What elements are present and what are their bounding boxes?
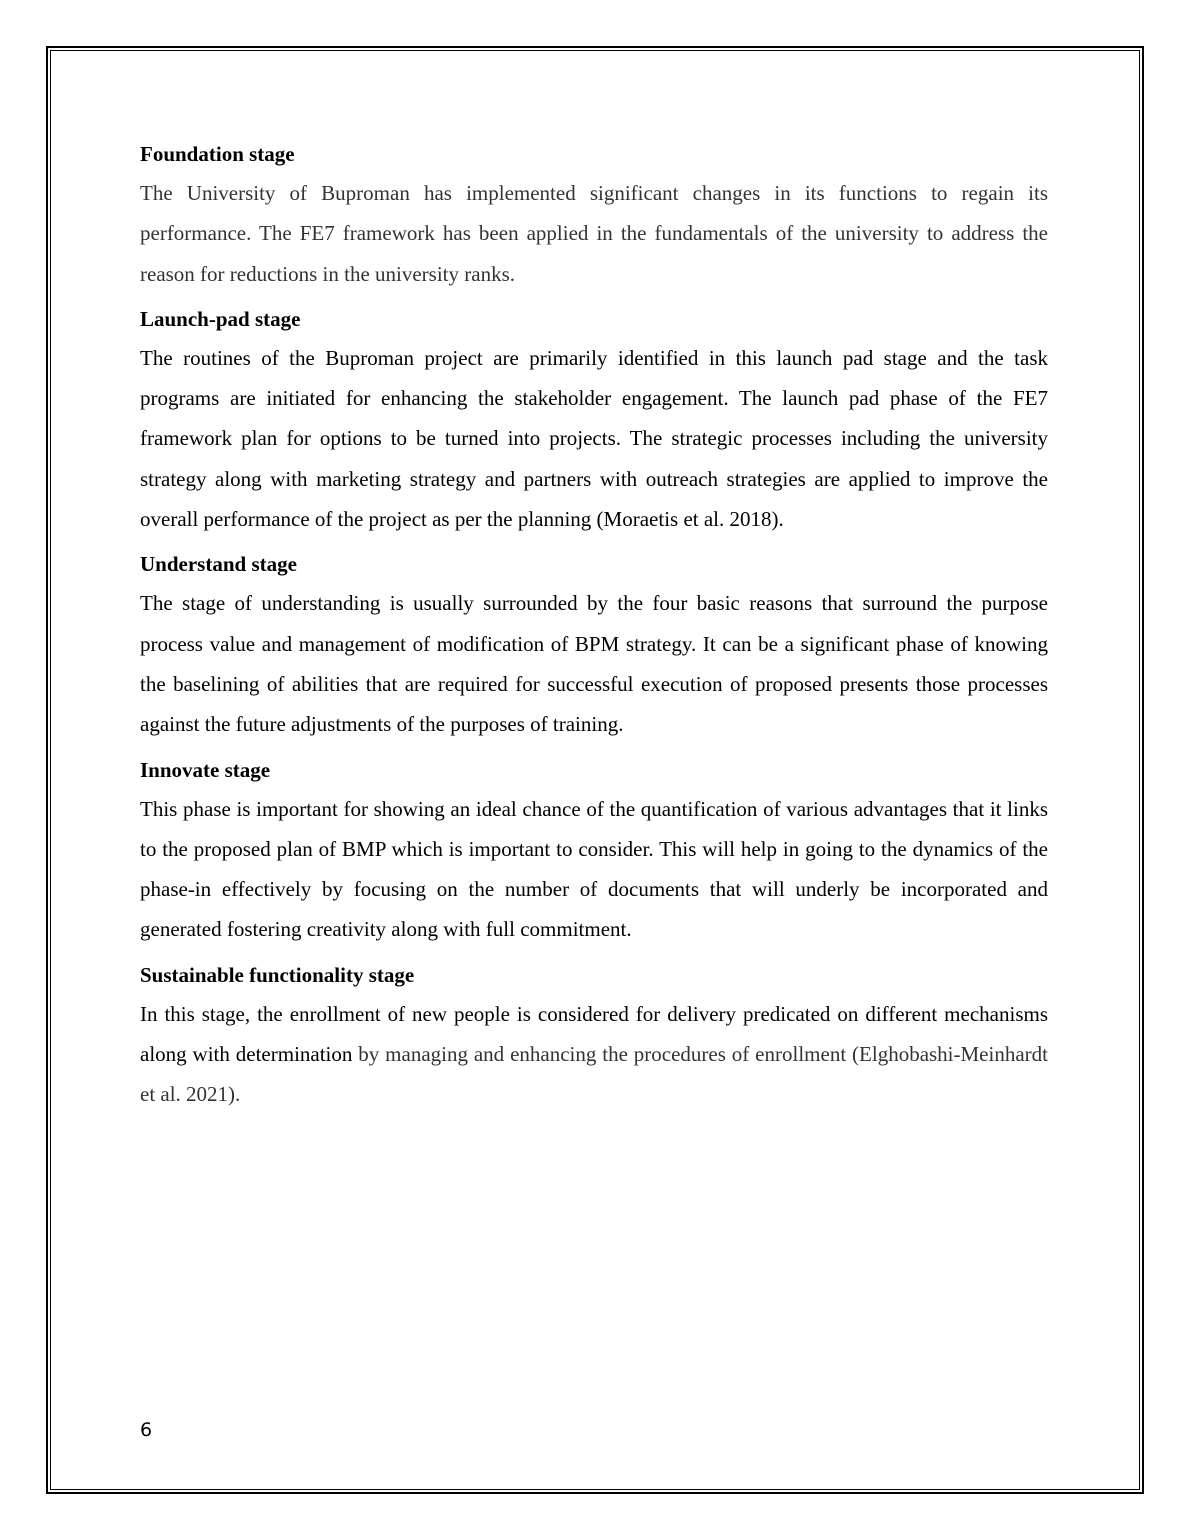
section-launch-pad-stage (140, 304, 1048, 539)
section-paragraph: The routines of the Buproman project are primarily identified in this launch pad stage and the task programs are initiated for enhancing the stakeholder engagement. The launch pad phase of the FE7 framework plan for options to be turned into projects. The strategic processes including the university strategy along with marketing strategy and partners with outreach strategies are applied to improve the overall performance of the project as per the planning (Moraetis et al. 2018). (140, 345, 1048, 532)
paragraph-text-primary: In this stage, the enrollment of new people is considered for delivery predicated on different mechanisms along with determination (140, 1001, 1048, 1067)
section-sustainable-functionality-stage (140, 960, 1048, 1115)
section-understand-stage (140, 549, 1048, 744)
section-heading: Innovate stage (140, 757, 271, 782)
section-heading: Understand stage (140, 552, 297, 577)
section-paragraph: The stage of understanding is usually surrounded by the four basic reasons that surround the purpose process value and management of modification of BPM strategy. It can be a significant phase of knowing the baselining of abilities that are required for successful execution of proposed presents those processes against the future adjustments of the purposes of training. (140, 591, 1048, 737)
section-paragraph: This phase is important for showing an ideal chance of the quantification of various advantages that it links to the proposed plan of BMP which is important to consider. This will help in going to the dynamics of the phase-in effectively by focusing on the number of documents that will underly be incorporated and generated fostering creativity along with full commitment. (140, 796, 1048, 942)
section-heading: Sustainable functionality stage (140, 962, 415, 987)
section-paragraph (140, 994, 1048, 1115)
document-body (140, 139, 1048, 1125)
section-foundation-stage (140, 139, 1048, 294)
paragraph-text-muted: by managing and enhancing the procedures of enrollment (Elghobashi-Meinhardt et al. 2021). (140, 1042, 1048, 1107)
section-innovate-stage (140, 755, 1048, 950)
section-heading: Launch-pad stage (140, 306, 301, 331)
page-number: 6 (140, 1419, 153, 1441)
section-heading: Foundation stage (140, 142, 295, 166)
section-paragraph: The University of Buproman has implemented significant changes in its functions to regain its performance. The FE7 framework has been applied in the fundamentals of the university to address the reason for reductions in the university ranks. (140, 181, 1048, 286)
